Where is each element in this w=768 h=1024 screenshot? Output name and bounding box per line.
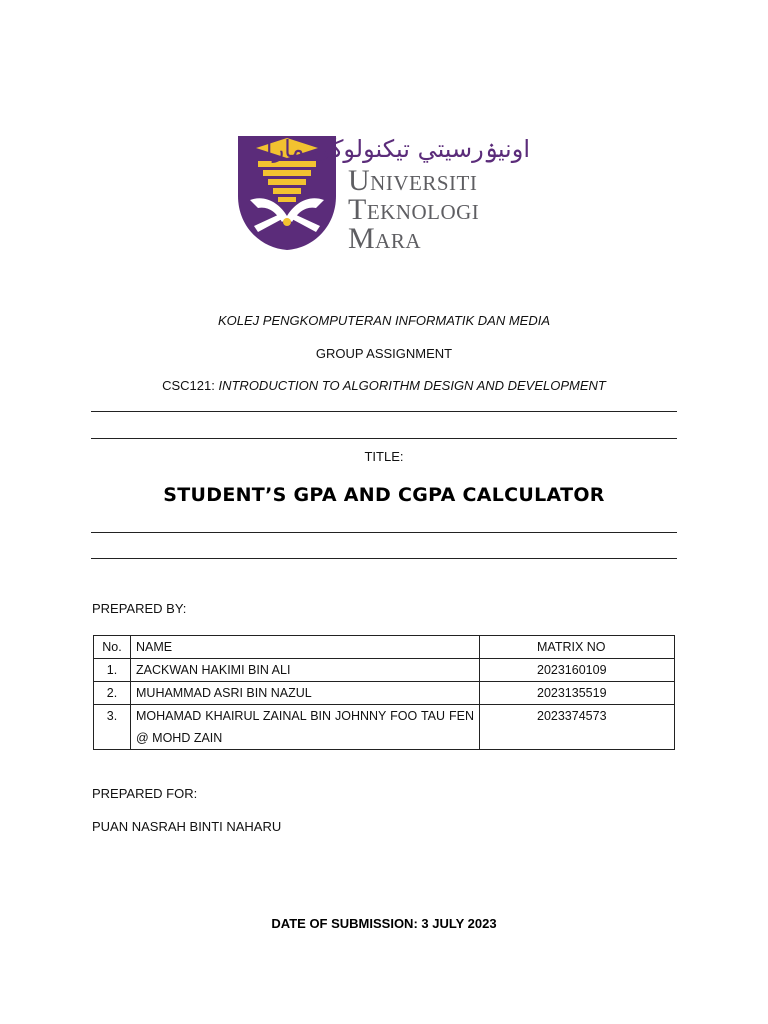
column-header-matrix: MATRIX NO	[480, 636, 675, 659]
student-name: ZACKWAN HAKIMI BIN ALI	[131, 659, 480, 682]
prepared-by-label: PREPARED BY:	[92, 601, 187, 616]
logo-word-universiti: Universiti	[348, 164, 478, 197]
column-header-name: NAME	[131, 636, 480, 659]
row-number: 3.	[94, 705, 131, 750]
matrix-number: 2023160109	[480, 659, 675, 682]
prepared-for-label: PREPARED FOR:	[92, 786, 198, 801]
logo-word-mara: Mara	[348, 222, 422, 255]
matrix-number: 2023135519	[480, 682, 675, 705]
row-number: 1.	[94, 659, 131, 682]
table-row	[94, 705, 675, 750]
table-row	[94, 682, 675, 705]
faculty-name: KOLEJ PENGKOMPUTERAN INFORMATIK DAN MEDIA	[217, 313, 551, 328]
university-logo	[236, 132, 536, 254]
assignment-type: GROUP ASSIGNMENT	[315, 346, 453, 361]
document-title: STUDENT’S GPA AND CGPA CALCULATOR	[163, 484, 605, 506]
divider	[91, 411, 677, 412]
lecturer-name: PUAN NASRAH BINTI NAHARU	[92, 819, 282, 834]
table-header-row	[94, 636, 675, 659]
matrix-number: 2023374573	[480, 705, 675, 750]
course-line	[0, 378, 768, 393]
column-header-no: No.	[94, 636, 131, 659]
row-number: 2.	[94, 682, 131, 705]
student-name: MUHAMMAD ASRI BIN NAZUL	[131, 682, 480, 705]
course-code: CSC121:	[162, 378, 219, 393]
table-row	[94, 659, 675, 682]
students-table	[93, 635, 675, 750]
logo-word-teknologi: Teknologi	[348, 193, 480, 226]
submission-date: DATE OF SUBMISSION: 3 JULY 2023	[271, 916, 497, 931]
divider	[91, 558, 677, 559]
divider	[91, 438, 677, 439]
logo-jawi-text: اونيۏرسيتي تيكنولوڬي مارا	[265, 135, 530, 163]
divider	[91, 532, 677, 533]
student-name: MOHAMAD KHAIRUL ZAINAL BIN JOHNNY FOO TAU FEN @ MOHD ZAIN	[131, 705, 480, 750]
course-name: INTRODUCTION TO ALGORITHM DESIGN AND DEVELOPMENT	[218, 378, 606, 393]
title-label: TITLE:	[364, 449, 404, 464]
